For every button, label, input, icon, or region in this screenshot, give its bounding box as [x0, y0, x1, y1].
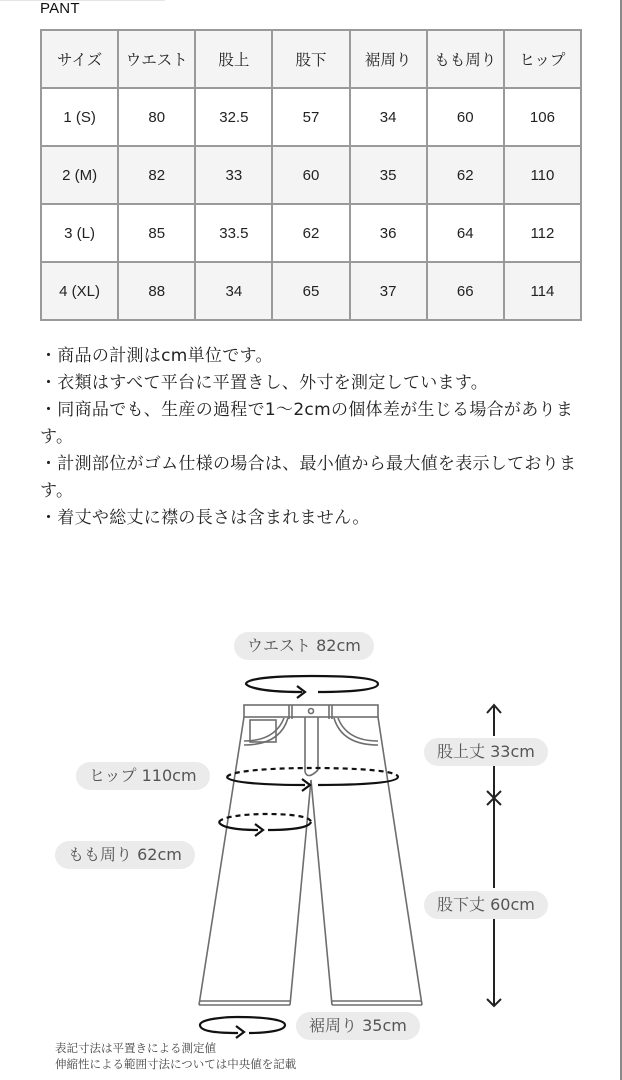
cell-inseam: 60 [272, 146, 349, 204]
thigh-ring-icon [219, 822, 311, 830]
diagram-caption [55, 1040, 296, 1072]
cell-size: 2 (M) [41, 146, 118, 204]
waist-label: ウエスト 82cm [234, 632, 374, 660]
cell-rise: 32.5 [195, 88, 272, 146]
cell-inseam: 62 [272, 204, 349, 262]
waist-ring-icon [246, 676, 378, 692]
cell-rise: 33.5 [195, 204, 272, 262]
caption-line: 伸縮性による範囲寸法については中央値を記載 [55, 1057, 297, 1071]
note-item: ・同商品でも、生産の過程で1〜2cmの個体差が生じる場合があります。 [40, 400, 574, 447]
hip-label: ヒップ 110cm [76, 762, 210, 790]
cell-hem: 35 [350, 146, 427, 204]
cell-waist: 85 [118, 204, 195, 262]
hip-ring-icon [227, 777, 398, 785]
cell-hem: 36 [350, 204, 427, 262]
header-size: サイズ [41, 30, 118, 88]
cell-inseam: 65 [272, 262, 349, 320]
header-hip: ヒップ [504, 30, 581, 88]
cell-waist: 80 [118, 88, 195, 146]
cell-waist: 88 [118, 262, 195, 320]
cell-hip: 114 [504, 262, 581, 320]
cell-waist: 82 [118, 146, 195, 204]
header-waist: ウエスト [118, 30, 195, 88]
cell-size: 4 (XL) [41, 262, 118, 320]
cell-thigh: 60 [427, 88, 504, 146]
cell-thigh: 64 [427, 204, 504, 262]
header-rise: 股上 [195, 30, 272, 88]
header-thigh: もも周り [427, 30, 504, 88]
cell-hip: 112 [504, 204, 581, 262]
note-item: ・衣類はすべて平台に平置きし、外寸を測定しています。 [40, 373, 489, 393]
cell-hem: 34 [350, 88, 427, 146]
note-item: ・着丈や総丈に襟の長さは含まれません。 [40, 508, 370, 528]
header-hem: 裾周り [350, 30, 427, 88]
cell-hip: 106 [504, 88, 581, 146]
rise-label: 股上丈 33cm [424, 738, 548, 766]
product-type-title: PANT [40, 0, 80, 17]
cell-hem: 37 [350, 262, 427, 320]
cell-size: 3 (L) [41, 204, 118, 262]
hem-label: 裾周り 35cm [296, 1012, 420, 1040]
cell-thigh: 62 [427, 146, 504, 204]
cell-thigh: 66 [427, 262, 504, 320]
cell-inseam: 57 [272, 88, 349, 146]
cell-hip: 110 [504, 146, 581, 204]
cell-rise: 33 [195, 146, 272, 204]
thigh-label: もも周り 62cm [55, 841, 195, 869]
caption-line: 表記寸法は平置きによる測定値 [55, 1041, 216, 1055]
measurement-rings [200, 676, 398, 1038]
note-item: ・計測部位がゴム仕様の場合は、最小値から最大値を表示しております。 [40, 454, 577, 501]
pants-outline-icon [199, 705, 422, 1005]
cell-size: 1 (S) [41, 88, 118, 146]
note-item: ・商品の計測はcm単位です。 [40, 346, 273, 366]
inseam-label: 股下丈 60cm [424, 891, 548, 919]
header-inseam: 股下 [272, 30, 349, 88]
cell-rise: 34 [195, 262, 272, 320]
